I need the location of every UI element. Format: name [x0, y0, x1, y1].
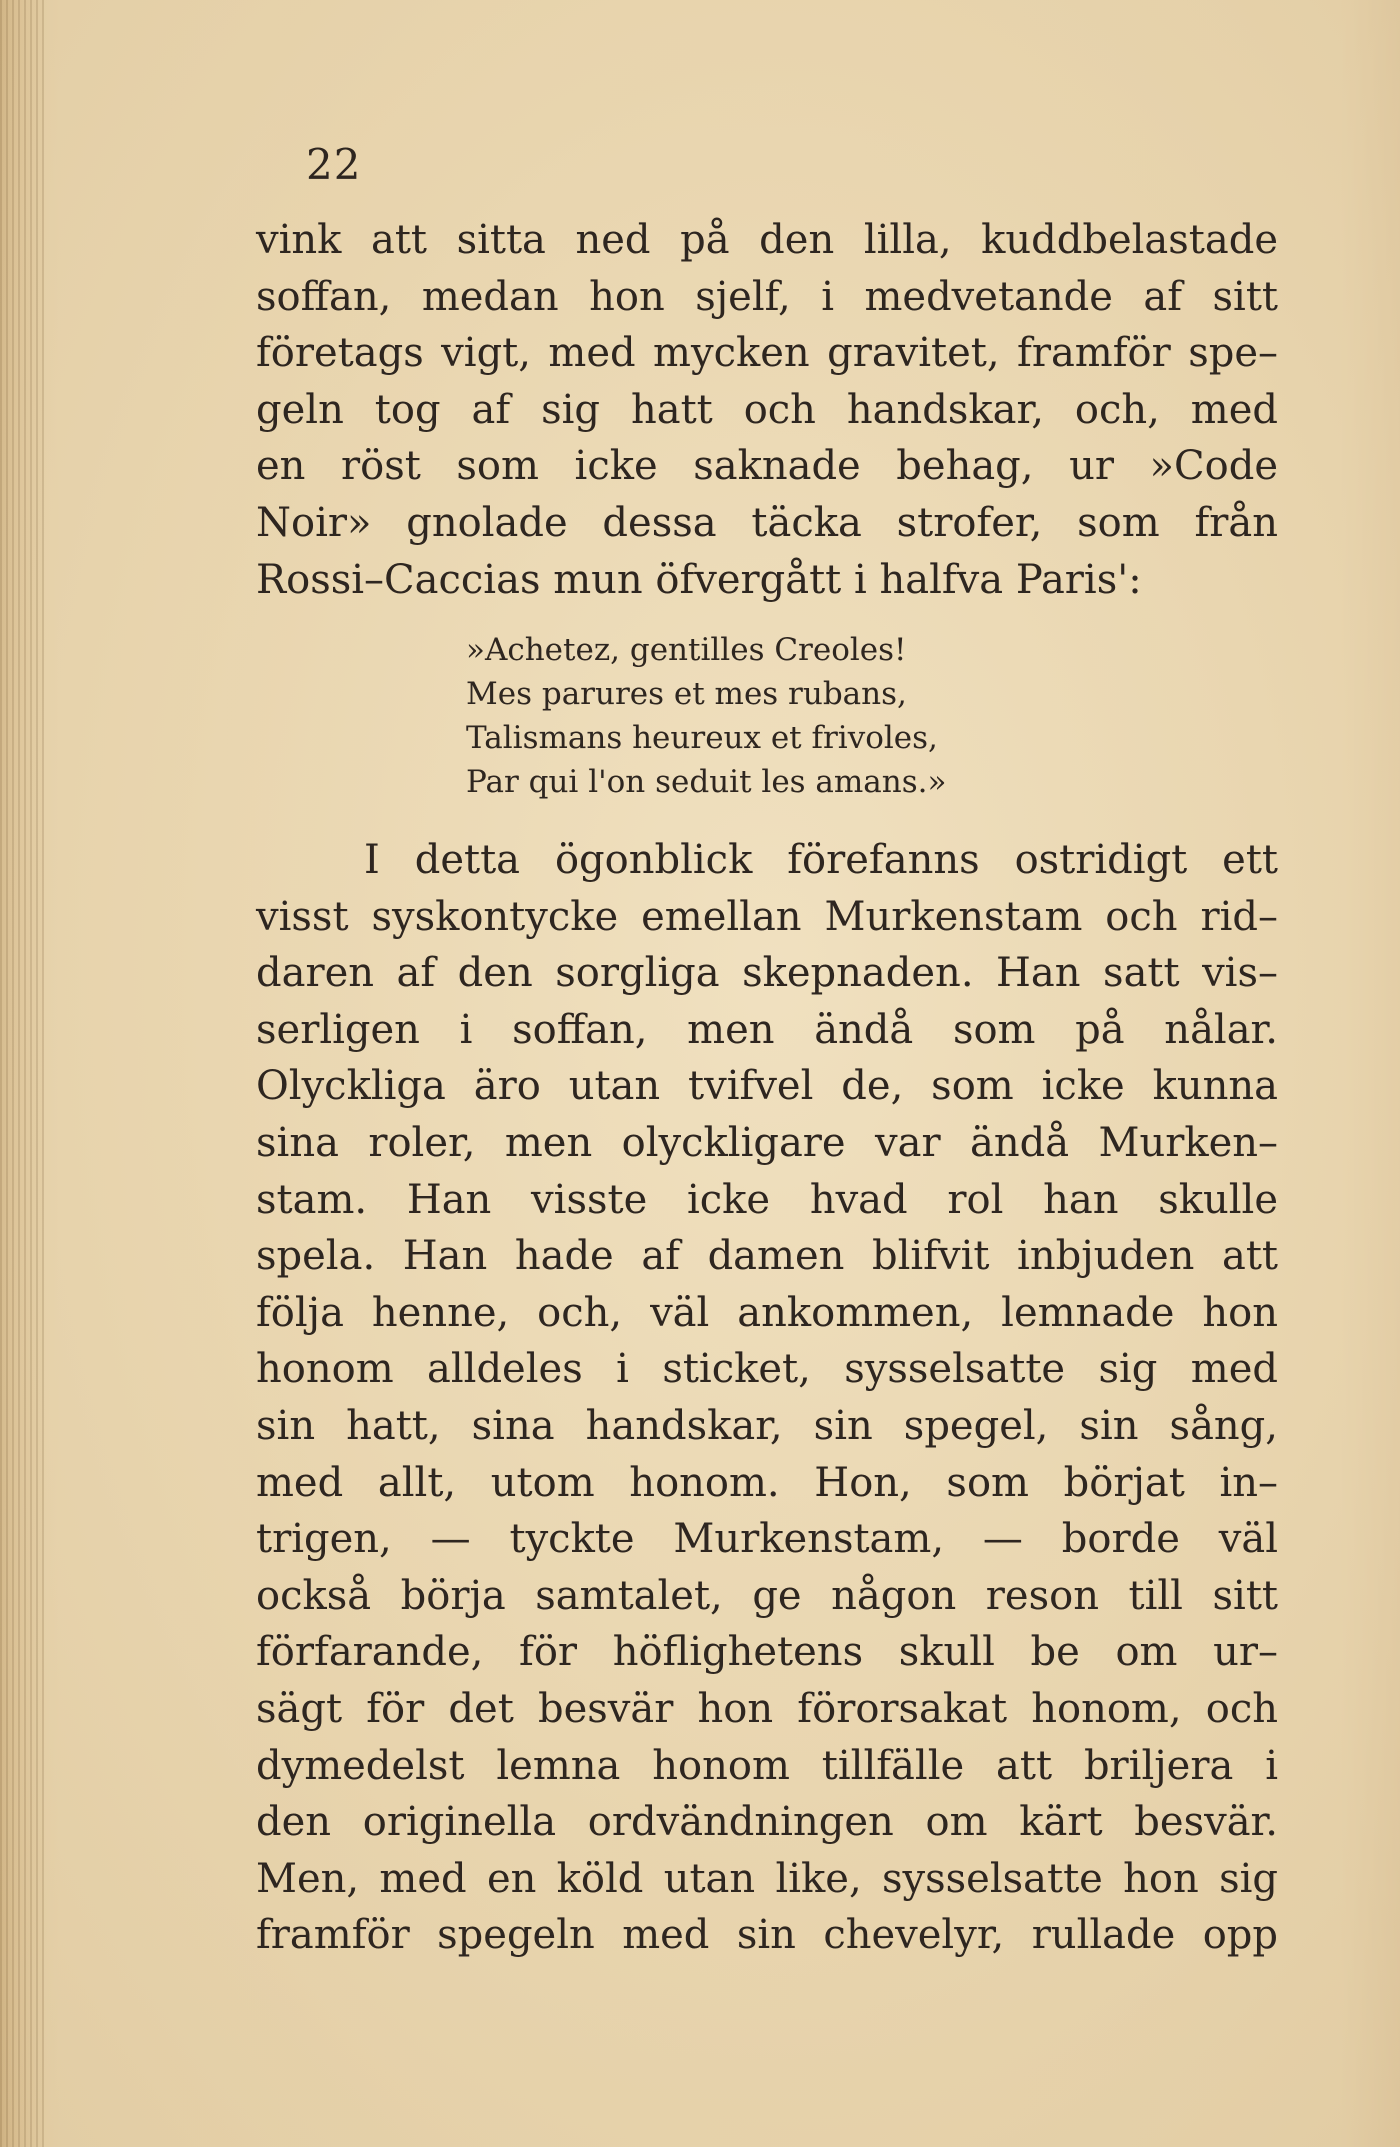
text-line: med allt, utom honom. Hon, som börjat in– — [256, 1459, 1278, 1506]
text-line: geln tog af sig hatt och handskar, och, med — [256, 386, 1278, 433]
text-line: daren af den sorgliga skepnaden. Han satt vis– — [256, 950, 1278, 997]
text-line: vink att sitta ned på den lilla, kuddbelastade — [256, 217, 1278, 263]
text-line: trigen, — tyckte Murkenstam, — borde väl — [256, 1516, 1278, 1563]
text-line: dymedelst lemna honom tillfälle att briljera i — [256, 1742, 1278, 1789]
text-line: sin hatt, sina handskar, sin spegel, sin sång, — [256, 1402, 1278, 1449]
verse-line: »Achetez, gentilles Creoles! — [466, 632, 907, 668]
text-line: stam. Han visste icke hvad rol han skulle — [256, 1176, 1278, 1223]
verse-line: Talismans heureux et frivoles, — [466, 720, 938, 756]
text-line: sägt för det besvär hon förorsakat honom, och — [256, 1685, 1278, 1732]
text-line: visst syskontycke emellan Murkenstam och rid– — [256, 893, 1278, 940]
verse-line: Mes parures et mes rubans, — [466, 676, 907, 712]
text-line: den originella ordvändningen om kärt besvär. — [256, 1799, 1278, 1846]
text-line: också börja samtalet, ge någon reson till sitt — [256, 1572, 1278, 1619]
text-line: honom alldeles i sticket, sysselsatte sig med — [256, 1346, 1278, 1393]
text-line: spela. Han hade af damen blifvit inbjuden att — [256, 1233, 1278, 1280]
text-line: förfarande, för höflighetens skull be om ur– — [256, 1629, 1278, 1676]
verse-line: Par qui l'on seduit les amans.» — [466, 764, 947, 800]
text-line: Rossi–Caccias mun öfvergått i halfva Paris': — [256, 556, 1142, 603]
text-line: Olyckliga äro utan tvifvel de, som icke kunna — [256, 1063, 1278, 1110]
text-line: företags vigt, med mycken gravitet, framför spe– — [256, 330, 1278, 377]
song-verse — [466, 628, 1066, 804]
text-line: I detta ögonblick förefanns ostridigt ett — [364, 837, 1278, 883]
paragraph-2 — [256, 832, 1278, 1964]
text-line: Men, med en köld utan like, sysselsatte hon sig — [256, 1855, 1278, 1902]
text-line: soffan, medan hon sjelf, i medvetande af sitt — [256, 273, 1278, 320]
text-line: framför spegeln med sin chevelyr, rullade opp — [256, 1912, 1278, 1959]
text-line: sina roler, men olyckligare var ändå Murken– — [256, 1119, 1278, 1166]
text-line: serligen i soffan, men ändå som på nålar. — [256, 1006, 1278, 1053]
text-line: en röst som icke saknade behag, ur »Code — [256, 443, 1278, 490]
paragraph-1 — [256, 212, 1278, 608]
text-line: följa henne, och, väl ankommen, lemnade hon — [256, 1289, 1278, 1336]
page-binding-edge — [0, 0, 44, 2147]
text-line: Noir» gnolade dessa täcka strofer, som från — [256, 499, 1278, 546]
page-number: 22 — [306, 140, 362, 189]
